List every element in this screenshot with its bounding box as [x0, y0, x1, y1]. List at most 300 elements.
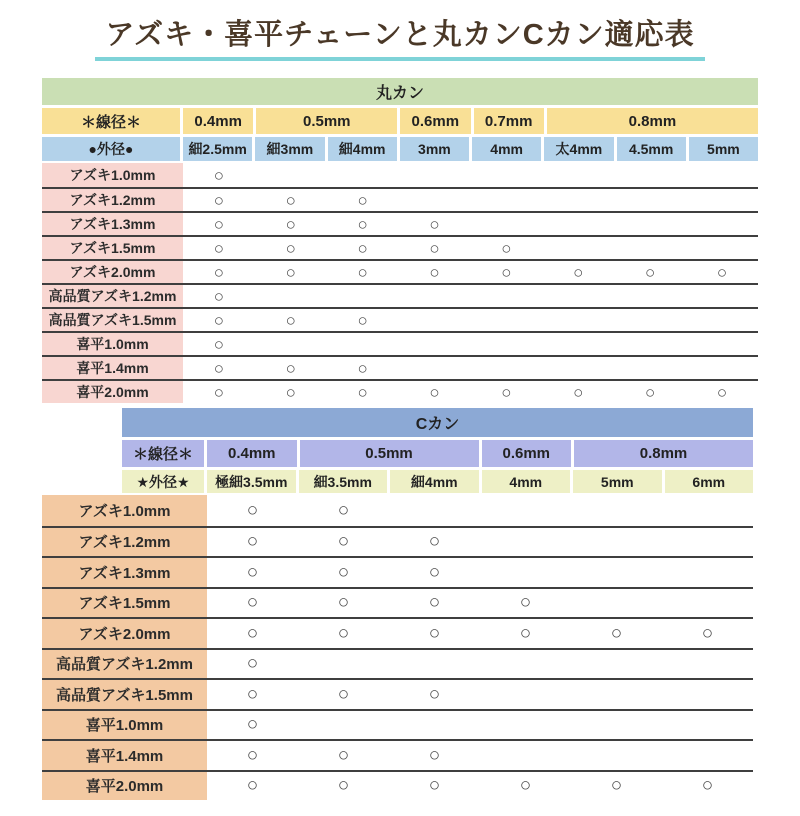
empty-cell	[571, 558, 662, 587]
table-row	[42, 355, 758, 379]
compatibility-cells	[183, 309, 758, 331]
compat-mark-cell	[255, 261, 327, 283]
table-row	[42, 739, 753, 770]
wire-col-0.7mm: 0.7mm	[474, 108, 547, 134]
empty-cell	[542, 333, 614, 355]
circle-mark: ○	[645, 382, 656, 402]
circle-mark: ○	[501, 382, 512, 402]
table-row	[42, 163, 758, 187]
compatibility-cells	[207, 772, 753, 801]
compatibility-cells	[207, 680, 753, 709]
circle-mark: ○	[645, 262, 656, 282]
compat-mark-cell	[183, 333, 255, 355]
title-area	[0, 16, 800, 62]
empty-cell	[542, 357, 614, 379]
compat-mark-cell	[571, 772, 662, 801]
wire-col-0.4mm: 0.4mm	[207, 440, 300, 467]
chain-row-label: 喜平1.0mm	[42, 333, 183, 355]
compat-mark-cell	[183, 309, 255, 331]
chain-row-label: 喜平1.4mm	[42, 357, 183, 379]
circle-mark: ○	[213, 262, 225, 282]
compatibility-cells	[207, 741, 753, 770]
empty-cell	[662, 650, 753, 679]
empty-cell	[571, 589, 662, 618]
compat-mark-cell	[480, 772, 571, 801]
empty-cell	[614, 237, 686, 259]
wire-col-0.5mm: 0.5mm	[300, 440, 482, 467]
circle-mark: ○	[610, 775, 623, 797]
compat-mark-cell	[614, 261, 686, 283]
compatibility-cells	[183, 357, 758, 379]
empty-cell	[662, 495, 753, 526]
circle-mark: ○	[501, 238, 512, 258]
table-row	[42, 709, 753, 740]
empty-cell	[614, 309, 686, 331]
circle-mark: ○	[429, 382, 440, 402]
compat-mark-cell	[471, 237, 543, 259]
od-col-5: 4mm	[472, 137, 544, 161]
empty-cell	[614, 285, 686, 307]
chain-row-label: 喜平2.0mm	[42, 772, 207, 801]
c-kan-rows	[42, 495, 753, 800]
compatibility-cells	[183, 163, 758, 187]
empty-cell	[571, 741, 662, 770]
chain-row-label: 喜平2.0mm	[42, 381, 183, 403]
outer-diameter-header: ★外径★	[122, 470, 207, 493]
empty-cell	[662, 741, 753, 770]
circle-mark: ○	[519, 592, 532, 614]
empty-cell	[480, 558, 571, 587]
empty-cell	[389, 650, 480, 679]
empty-cell	[542, 189, 614, 211]
compat-mark-cell	[255, 357, 327, 379]
empty-cell	[471, 309, 543, 331]
compat-mark-cell	[389, 589, 480, 618]
empty-cell	[662, 680, 753, 709]
circle-mark: ○	[285, 310, 296, 330]
compat-mark-cell	[389, 741, 480, 770]
empty-cell	[255, 333, 327, 355]
circle-mark: ○	[285, 382, 296, 402]
circle-mark: ○	[573, 382, 584, 402]
maru-wire-diameter-row	[42, 108, 758, 134]
empty-cell	[480, 650, 571, 679]
circle-mark: ○	[337, 561, 350, 583]
circle-mark: ○	[246, 499, 259, 521]
compat-mark-cell	[183, 237, 255, 259]
circle-mark: ○	[428, 592, 441, 614]
compat-mark-cell	[298, 495, 389, 526]
compat-mark-cell	[327, 309, 399, 331]
circle-mark: ○	[428, 744, 441, 766]
circle-mark: ○	[213, 214, 225, 234]
chain-row-label: アズキ1.2mm	[42, 189, 183, 211]
table-row	[42, 526, 753, 557]
od-col-5: 5mm	[573, 470, 665, 493]
compat-mark-cell	[207, 589, 298, 618]
empty-cell	[399, 189, 471, 211]
circle-mark: ○	[337, 622, 350, 644]
compat-mark-cell	[327, 237, 399, 259]
compat-mark-cell	[471, 381, 543, 403]
empty-cell	[480, 741, 571, 770]
table-row	[42, 283, 758, 307]
compat-mark-cell	[686, 261, 758, 283]
empty-cell	[399, 285, 471, 307]
circle-mark: ○	[357, 262, 368, 282]
circle-mark: ○	[716, 382, 728, 402]
chain-row-label: アズキ1.2mm	[42, 528, 207, 557]
c-outer-diameter-row	[122, 470, 753, 493]
empty-cell	[686, 163, 758, 187]
circle-mark: ○	[285, 358, 296, 378]
od-col-6: 6mm	[665, 470, 754, 493]
empty-cell	[298, 711, 389, 740]
table-row	[42, 587, 753, 618]
wire-col-0.8mm: 0.8mm	[547, 108, 758, 134]
wire-col-0.4mm: 0.4mm	[183, 108, 256, 134]
compatibility-cells	[183, 333, 758, 355]
compat-mark-cell	[207, 650, 298, 679]
circle-mark: ○	[246, 653, 259, 675]
table-row	[42, 678, 753, 709]
empty-cell	[662, 558, 753, 587]
compatibility-cells	[207, 650, 753, 679]
circle-mark: ○	[213, 165, 225, 185]
compat-mark-cell	[255, 213, 327, 235]
page-title: アズキ・喜平チェーンと丸カンCカン適応表	[95, 16, 704, 61]
compatibility-cells	[183, 213, 758, 235]
compat-mark-cell	[298, 589, 389, 618]
circle-mark: ○	[428, 622, 441, 644]
circle-mark: ○	[213, 238, 225, 258]
chain-row-label: 喜平1.4mm	[42, 741, 207, 770]
compat-mark-cell	[183, 381, 255, 403]
chain-row-label: アズキ2.0mm	[42, 261, 183, 283]
chain-row-label: アズキ1.5mm	[42, 237, 183, 259]
table-row	[42, 648, 753, 679]
circle-mark: ○	[519, 775, 532, 797]
compat-mark-cell	[183, 357, 255, 379]
compat-mark-cell	[298, 619, 389, 648]
compat-mark-cell	[389, 528, 480, 557]
circle-mark: ○	[285, 214, 296, 234]
table-row	[42, 331, 758, 355]
empty-cell	[662, 589, 753, 618]
compat-mark-cell	[298, 528, 389, 557]
empty-cell	[480, 680, 571, 709]
outer-diameter-header: ●外径●	[42, 137, 183, 161]
compatibility-cells	[207, 711, 753, 740]
c-kan-table-title: Cカン	[122, 408, 753, 437]
compat-mark-cell	[327, 189, 399, 211]
empty-cell	[686, 333, 758, 355]
empty-cell	[480, 711, 571, 740]
compat-mark-cell	[183, 285, 255, 307]
c-kan-table	[42, 408, 753, 800]
compatibility-cells	[183, 261, 758, 283]
chain-row-label: アズキ1.5mm	[42, 589, 207, 618]
empty-cell	[399, 357, 471, 379]
empty-cell	[686, 189, 758, 211]
table-row	[42, 556, 753, 587]
empty-cell	[662, 711, 753, 740]
empty-cell	[542, 309, 614, 331]
empty-cell	[542, 163, 614, 187]
empty-cell	[571, 680, 662, 709]
compatibility-cells	[183, 189, 758, 211]
wire-col-0.6mm: 0.6mm	[482, 440, 575, 467]
circle-mark: ○	[501, 262, 512, 282]
wire-col-0.5mm: 0.5mm	[256, 108, 400, 134]
empty-cell	[614, 189, 686, 211]
empty-cell	[298, 650, 389, 679]
compat-mark-cell	[255, 237, 327, 259]
empty-cell	[686, 285, 758, 307]
circle-mark: ○	[246, 714, 259, 736]
compat-mark-cell	[399, 381, 471, 403]
circle-mark: ○	[716, 262, 728, 282]
c-kan-header-block	[122, 408, 753, 493]
od-col-7: 4.5mm	[617, 137, 689, 161]
od-col-2: 細3mm	[255, 137, 327, 161]
compat-mark-cell	[389, 772, 480, 801]
compat-mark-cell	[207, 619, 298, 648]
od-col-3: 細4mm	[390, 470, 482, 493]
circle-mark: ○	[246, 561, 259, 583]
empty-cell	[471, 189, 543, 211]
circle-mark: ○	[337, 744, 350, 766]
empty-cell	[327, 333, 399, 355]
maru-outer-diameter-row	[42, 137, 758, 161]
compat-mark-cell	[327, 381, 399, 403]
empty-cell	[480, 528, 571, 557]
compat-mark-cell	[207, 772, 298, 801]
maru-kan-table-title: 丸カン	[42, 78, 758, 105]
empty-cell	[399, 163, 471, 187]
od-col-4: 3mm	[400, 137, 472, 161]
empty-cell	[662, 528, 753, 557]
circle-mark: ○	[701, 622, 714, 644]
chain-row-label: アズキ1.0mm	[42, 163, 183, 187]
compat-mark-cell	[207, 711, 298, 740]
circle-mark: ○	[337, 775, 350, 797]
compat-mark-cell	[662, 772, 753, 801]
table-row	[42, 379, 758, 403]
circle-mark: ○	[357, 238, 368, 258]
chain-row-label: アズキ1.3mm	[42, 558, 207, 587]
od-col-6: 太4mm	[544, 137, 616, 161]
chain-row-label: アズキ1.3mm	[42, 213, 183, 235]
chain-row-label: アズキ1.0mm	[42, 495, 207, 526]
empty-cell	[686, 309, 758, 331]
circle-mark: ○	[213, 382, 225, 402]
compat-mark-cell	[480, 589, 571, 618]
compat-mark-cell	[542, 381, 614, 403]
chain-row-label: 高品質アズキ1.2mm	[42, 650, 207, 679]
table-row	[42, 235, 758, 259]
empty-cell	[327, 285, 399, 307]
compatibility-cells	[207, 619, 753, 648]
empty-cell	[571, 495, 662, 526]
circle-mark: ○	[701, 775, 714, 797]
table-row	[42, 495, 753, 526]
compat-mark-cell	[542, 261, 614, 283]
circle-mark: ○	[285, 190, 296, 210]
empty-cell	[614, 357, 686, 379]
empty-cell	[686, 237, 758, 259]
compat-mark-cell	[614, 381, 686, 403]
compat-mark-cell	[255, 381, 327, 403]
circle-mark: ○	[428, 531, 441, 553]
compat-mark-cell	[471, 261, 543, 283]
compat-mark-cell	[389, 680, 480, 709]
wire-col-0.6mm: 0.6mm	[400, 108, 473, 134]
od-col-3: 細4mm	[328, 137, 400, 161]
circle-mark: ○	[357, 358, 368, 378]
empty-cell	[327, 163, 399, 187]
circle-mark: ○	[285, 262, 296, 282]
compat-mark-cell	[207, 741, 298, 770]
compat-mark-cell	[327, 261, 399, 283]
empty-cell	[389, 495, 480, 526]
circle-mark: ○	[519, 622, 532, 644]
circle-mark: ○	[285, 238, 296, 258]
circle-mark: ○	[573, 262, 584, 282]
maru-kan-rows	[42, 163, 758, 403]
circle-mark: ○	[428, 683, 441, 705]
table-row	[42, 259, 758, 283]
circle-mark: ○	[246, 531, 259, 553]
compat-mark-cell	[255, 309, 327, 331]
circle-mark: ○	[428, 775, 441, 797]
compat-mark-cell	[207, 680, 298, 709]
compatibility-cells	[183, 285, 758, 307]
circle-mark: ○	[428, 561, 441, 583]
empty-cell	[471, 333, 543, 355]
chain-row-label: 高品質アズキ1.5mm	[42, 309, 183, 331]
compat-mark-cell	[480, 619, 571, 648]
circle-mark: ○	[357, 310, 368, 330]
circle-mark: ○	[357, 190, 368, 210]
empty-cell	[542, 237, 614, 259]
circle-mark: ○	[246, 775, 259, 797]
compat-mark-cell	[183, 163, 255, 187]
compat-mark-cell	[255, 189, 327, 211]
circle-mark: ○	[429, 238, 440, 258]
circle-mark: ○	[246, 622, 259, 644]
empty-cell	[399, 309, 471, 331]
compat-mark-cell	[207, 495, 298, 526]
table-row	[42, 211, 758, 235]
od-col-4: 4mm	[482, 470, 574, 493]
compat-mark-cell	[298, 741, 389, 770]
compatibility-cells	[207, 495, 753, 526]
compatibility-cells	[183, 381, 758, 403]
wire-col-0.8mm: 0.8mm	[574, 440, 753, 467]
circle-mark: ○	[429, 262, 440, 282]
circle-mark: ○	[337, 592, 350, 614]
circle-mark: ○	[213, 190, 225, 210]
empty-cell	[614, 213, 686, 235]
circle-mark: ○	[337, 683, 350, 705]
empty-cell	[542, 285, 614, 307]
compat-mark-cell	[399, 237, 471, 259]
table-row	[42, 617, 753, 648]
wire-diameter-header: ＊線径＊	[42, 108, 183, 134]
circle-mark: ○	[213, 358, 225, 378]
compatibility-cells	[183, 237, 758, 259]
empty-cell	[614, 333, 686, 355]
empty-cell	[686, 213, 758, 235]
circle-mark: ○	[213, 286, 225, 306]
circle-mark: ○	[357, 214, 368, 234]
compat-mark-cell	[327, 357, 399, 379]
circle-mark: ○	[337, 499, 350, 521]
c-wire-diameter-row	[122, 440, 753, 467]
compat-mark-cell	[399, 213, 471, 235]
empty-cell	[480, 495, 571, 526]
compat-mark-cell	[298, 772, 389, 801]
empty-cell	[399, 333, 471, 355]
compat-mark-cell	[298, 558, 389, 587]
circle-mark: ○	[429, 214, 440, 234]
empty-cell	[571, 528, 662, 557]
circle-mark: ○	[610, 622, 623, 644]
od-col-1: 細2.5mm	[183, 137, 255, 161]
table-row	[42, 770, 753, 801]
compat-mark-cell	[207, 528, 298, 557]
empty-cell	[471, 285, 543, 307]
empty-cell	[255, 285, 327, 307]
empty-cell	[471, 213, 543, 235]
chain-row-label: 高品質アズキ1.5mm	[42, 680, 207, 709]
empty-cell	[571, 711, 662, 740]
circle-mark: ○	[246, 592, 259, 614]
circle-mark: ○	[246, 683, 259, 705]
compat-mark-cell	[399, 261, 471, 283]
table-row	[42, 307, 758, 331]
compatibility-cells	[207, 528, 753, 557]
compat-mark-cell	[662, 619, 753, 648]
circle-mark: ○	[337, 531, 350, 553]
od-col-1: 極細3.5mm	[207, 470, 299, 493]
compat-mark-cell	[183, 189, 255, 211]
compat-mark-cell	[183, 261, 255, 283]
circle-mark: ○	[213, 310, 225, 330]
empty-cell	[255, 163, 327, 187]
circle-mark: ○	[213, 334, 225, 354]
empty-cell	[614, 163, 686, 187]
empty-cell	[571, 650, 662, 679]
chain-row-label: 高品質アズキ1.2mm	[42, 285, 183, 307]
compat-mark-cell	[571, 619, 662, 648]
compat-mark-cell	[183, 213, 255, 235]
table-row	[42, 187, 758, 211]
empty-cell	[389, 711, 480, 740]
empty-cell	[686, 357, 758, 379]
chain-row-label: アズキ2.0mm	[42, 619, 207, 648]
circle-mark: ○	[357, 382, 368, 402]
od-col-8: 5mm	[689, 137, 758, 161]
compat-mark-cell	[327, 213, 399, 235]
od-col-2: 細3.5mm	[299, 470, 391, 493]
circle-mark: ○	[246, 744, 259, 766]
wire-diameter-header: ＊線径＊	[122, 440, 207, 467]
compatibility-cells	[207, 558, 753, 587]
maru-kan-table	[42, 78, 758, 403]
compat-mark-cell	[389, 558, 480, 587]
